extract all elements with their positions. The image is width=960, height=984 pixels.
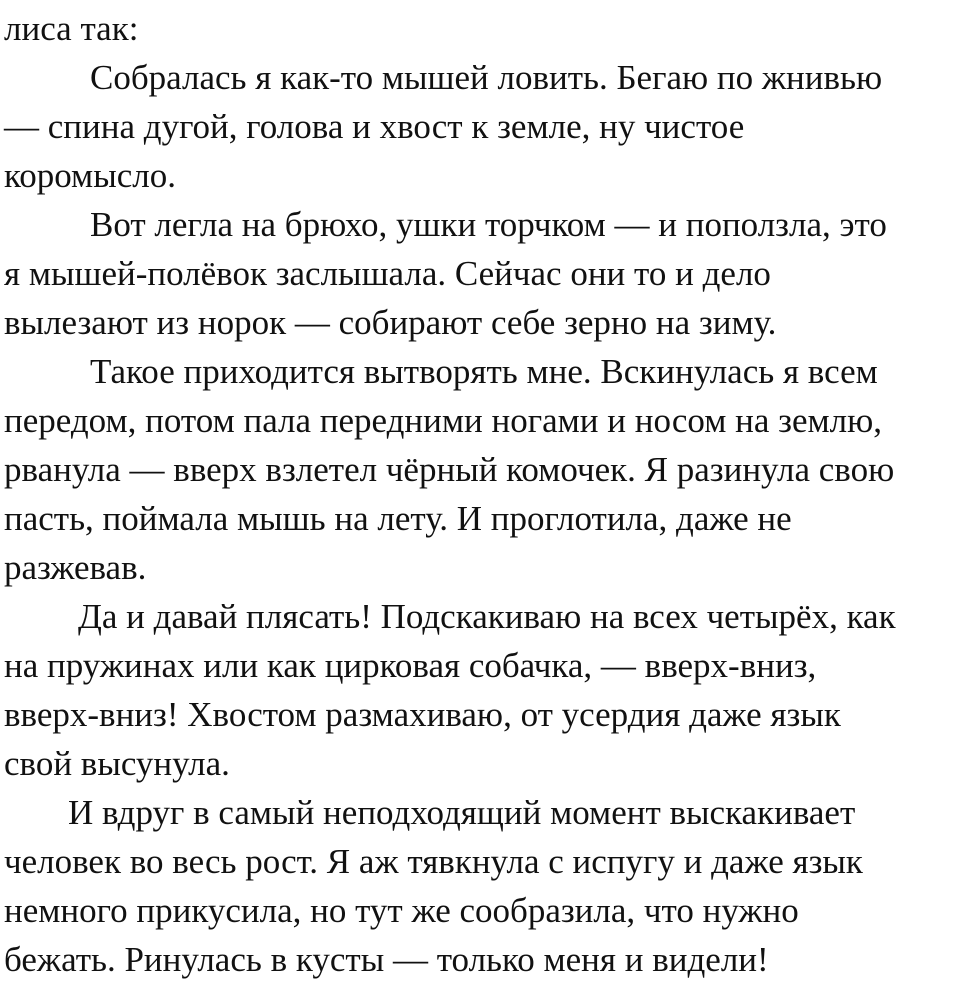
- text-line-9: передом, потом пала передними ногами и носом на землю,: [4, 401, 883, 440]
- text-line-17: И вдруг в самый неподходящий момент выскакивает: [68, 793, 856, 832]
- text-line-10: рванула — вверх взлетел чёрный комочек. Я разинула свою: [4, 450, 895, 489]
- text-line-3: — спина дугой, голова и хвост к земле, ну чистое: [4, 107, 745, 146]
- text-line-2: Собралась я как-то мышей ловить. Бегаю по жнивью: [90, 58, 883, 97]
- text-line-8: Такое приходится вытворять мне. Вскинулась я всем: [90, 352, 878, 391]
- text-line-20: бежать. Ринулась в кусты — только меня и видели!: [4, 940, 769, 979]
- text-line-16: свой высунула.: [4, 744, 230, 783]
- text-line-4: коромысло.: [4, 156, 176, 195]
- text-line-11: пасть, поймала мышь на лету. И проглотила, даже не: [4, 499, 792, 538]
- text-line-14: на пружинах или как цирковая собачка, — вверх-вниз,: [4, 646, 817, 685]
- text-line-6: я мышей-полёвок заслышала. Сейчас они то и дело: [4, 254, 771, 293]
- text-line-15: вверх-вниз! Хвостом размахиваю, от усердия даже язык: [4, 695, 841, 734]
- text-line-1: лиса так:: [4, 9, 139, 48]
- text-line-7: вылезают из норок — собирают себе зерно на зиму.: [4, 303, 777, 342]
- text-line-5: Вот легла на брюхо, ушки торчком — и поползла, это: [90, 205, 887, 244]
- text-line-12: разжевав.: [4, 548, 147, 587]
- text-line-13: Да и давай плясать! Подскакиваю на всех четырёх, как: [78, 597, 896, 636]
- text-line-19: немного прикусила, но тут же сообразила, что нужно: [4, 891, 799, 930]
- text-line-18: человек во весь рост. Я аж тявкнула с испугу и даже язык: [4, 842, 863, 881]
